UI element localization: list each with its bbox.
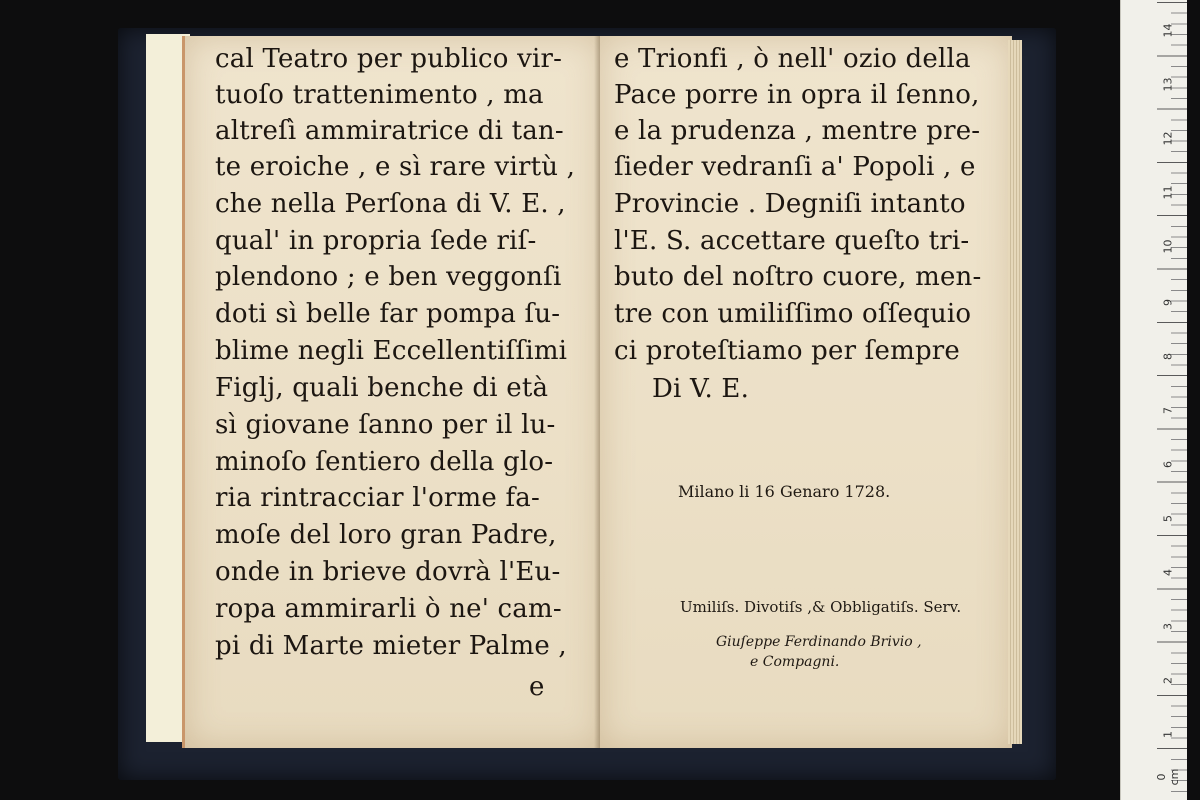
ruler-label: 2 [1161, 677, 1175, 684]
left-line: te eroiche , e sì rare virtù , [215, 152, 576, 182]
right-page [600, 36, 1012, 748]
ruler-label: 7 [1161, 407, 1175, 414]
right-line: l'E. S. accettare queſto tri- [614, 226, 970, 256]
right-line: ſieder vedranſi a' Popoli , e [614, 152, 976, 182]
left-line: plendono ; e ben veggonſi [215, 262, 562, 292]
left-line: blime negli Eccellentiſſimi [215, 336, 568, 366]
right-line: buto del noſtro cuore, men- [614, 262, 982, 292]
page-edges [1008, 40, 1022, 744]
ruler-label: 12 [1161, 131, 1175, 146]
ruler-label: 5 [1161, 515, 1175, 522]
left-line: moſe del loro gran Padre, [215, 520, 557, 550]
left-line: ropa ammirarli ò ne' cam- [215, 594, 562, 624]
left-page-text [185, 36, 601, 748]
signature-company: e Compagni. [750, 654, 840, 670]
signature-name: Giuſeppe Ferdinando Brivio , [716, 634, 922, 650]
left-line: onde in brieve dovrà l'Eu- [215, 557, 561, 587]
ruler-label: 9 [1161, 299, 1175, 306]
left-line: minoſo ſentiero della glo- [215, 447, 554, 477]
ruler-label: 14 [1161, 23, 1175, 38]
left-line: che nella Perſona di V. E. , [215, 189, 566, 219]
ruler-label: 10 [1161, 239, 1175, 254]
ruler-label: 0 cm [1155, 768, 1181, 786]
left-line: altreſì ammiratrice di tan- [215, 116, 564, 146]
right-line: ci proteſtiamo per ſempre [614, 336, 961, 366]
left-line: sì giovane ſanno per il lu- [215, 410, 556, 440]
right-line: tre con umiliſſimo oſſequio [614, 299, 972, 329]
right-line: Provincie . Degniſi intanto [614, 189, 966, 219]
closing-formula: Umiliſs. Divotiſs ,& Obbligatiſs. Serv. [680, 598, 962, 616]
left-line: tuoſo trattenimento , ma [215, 80, 544, 110]
left-page [182, 36, 601, 748]
ruler-label: 13 [1161, 77, 1175, 92]
dateline: Milano li 16 Genaro 1728. [678, 482, 891, 501]
left-line: Figlj, quali benche di età [215, 373, 549, 403]
ruler-label: 1 [1161, 731, 1175, 738]
ruler-label: 6 [1161, 461, 1175, 468]
salutation: Di V. E. [652, 374, 750, 404]
left-line: cal Teatro per publico vir- [215, 44, 563, 74]
left-line: pi di Marte mieter Palme , [215, 631, 567, 661]
left-line: doti sì belle far pompa ſu- [215, 299, 561, 329]
ruler-label: 4 [1161, 569, 1175, 576]
left-line: qual' in propria ſede riſ- [215, 226, 537, 256]
ruler-label: 8 [1161, 353, 1175, 360]
left-line: ria rintracciar l'orme fa- [215, 483, 540, 513]
ruler-label: 3 [1161, 623, 1175, 630]
right-page-text [600, 36, 1012, 748]
measuring-ruler [1120, 0, 1187, 800]
catchword: e [529, 672, 545, 702]
right-line: Pace porre in opra il ſenno, [614, 80, 980, 110]
right-line: e Trionfi , ò nell' ozio della [614, 44, 971, 74]
right-line: e la prudenza , mentre pre- [614, 116, 981, 146]
ruler-label: 11 [1161, 185, 1175, 200]
